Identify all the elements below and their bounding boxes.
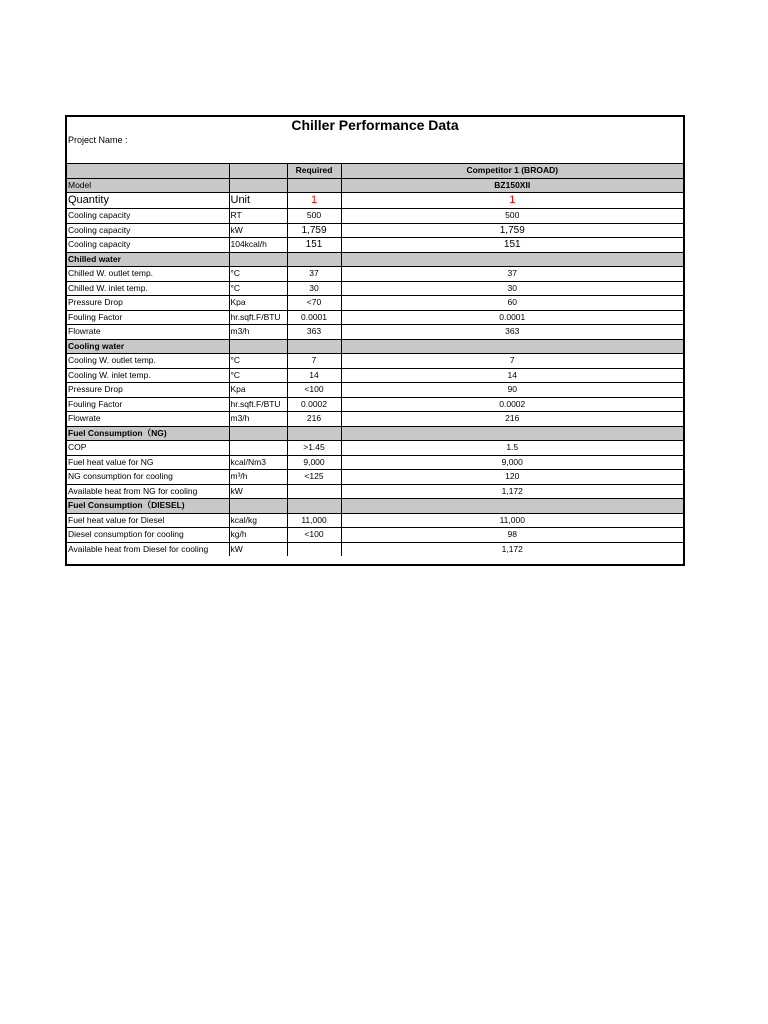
table-row (67, 441, 683, 456)
model-label: Model (67, 178, 229, 193)
row-unit: hr.sqft.F/BTU (229, 310, 287, 325)
row-label: Available heat from Diesel for cooling (67, 542, 229, 556)
row-unit: m3/h (229, 325, 287, 340)
row-required: <100 (287, 383, 341, 398)
section-chilled-water (67, 252, 683, 267)
section-label: Chilled water (67, 252, 229, 267)
row-competitor: 500 (341, 209, 683, 224)
table-row (67, 354, 683, 369)
row-unit: 104kcal/h (229, 238, 287, 253)
table-row (67, 513, 683, 528)
row-unit (229, 441, 287, 456)
header-blank (67, 164, 229, 179)
row-required: 151 (287, 238, 341, 253)
quantity-unit: Unit (229, 193, 287, 209)
row-label: Available heat from NG for cooling (67, 484, 229, 499)
table-row (67, 455, 683, 470)
section-label: Fuel Consumption（NG) (67, 426, 229, 441)
row-label: NG consumption for cooling (67, 470, 229, 485)
row-required: 216 (287, 412, 341, 427)
row-label: Cooling capacity (67, 223, 229, 238)
row-unit: kg/h (229, 528, 287, 543)
table-row (67, 296, 683, 311)
performance-sheet (65, 115, 685, 566)
quantity-required: 1 (287, 193, 341, 209)
section-label: Fuel Consumption（DIESEL) (67, 499, 229, 514)
row-competitor: 363 (341, 325, 683, 340)
row-unit: kcal/kg (229, 513, 287, 528)
model-unit (229, 178, 287, 193)
row-label: Flowrate (67, 412, 229, 427)
row-unit: kW (229, 484, 287, 499)
row-required: 0.0001 (287, 310, 341, 325)
row-required: <125 (287, 470, 341, 485)
row-unit: kcal/Nm3 (229, 455, 287, 470)
row-label: Cooling W. inlet temp. (67, 368, 229, 383)
row-competitor: 90 (341, 383, 683, 398)
section-blank (341, 499, 683, 514)
row-required: 30 (287, 281, 341, 296)
row-label: Flowrate (67, 325, 229, 340)
row-competitor: 11,000 (341, 513, 683, 528)
row-label: COP (67, 441, 229, 456)
row-label: Fouling Factor (67, 397, 229, 412)
table-row (67, 412, 683, 427)
table-row (67, 325, 683, 340)
table-row (67, 383, 683, 398)
table-row (67, 267, 683, 282)
row-required: 14 (287, 368, 341, 383)
quantity-competitor: 1 (341, 193, 683, 209)
row-required: >1.45 (287, 441, 341, 456)
row-required: 1,759 (287, 223, 341, 238)
row-label: Cooling capacity (67, 238, 229, 253)
table-row (67, 528, 683, 543)
table-row (67, 470, 683, 485)
section-blank (287, 339, 341, 354)
row-competitor: 9,000 (341, 455, 683, 470)
row-unit: Kpa (229, 296, 287, 311)
row-unit: °C (229, 354, 287, 369)
quantity-row (67, 193, 683, 209)
row-unit: RT (229, 209, 287, 224)
row-required: 7 (287, 354, 341, 369)
row-required: 37 (287, 267, 341, 282)
row-required: 11,000 (287, 513, 341, 528)
row-label: Diesel consumption for cooling (67, 528, 229, 543)
section-cooling-water (67, 339, 683, 354)
row-required: 363 (287, 325, 341, 340)
header-unit-blank (229, 164, 287, 179)
row-unit: Kpa (229, 383, 287, 398)
row-competitor: 151 (341, 238, 683, 253)
row-label: Pressure Drop (67, 296, 229, 311)
row-competitor: 0.0001 (341, 310, 683, 325)
row-competitor: 1,172 (341, 542, 683, 556)
row-required: 500 (287, 209, 341, 224)
table-row (67, 484, 683, 499)
header-competitor: Competitor 1 (BROAD) (341, 164, 683, 179)
section-label: Cooling water (67, 339, 229, 354)
row-label: Chilled W. inlet temp. (67, 281, 229, 296)
table-row (67, 238, 683, 253)
row-label: Fuel heat value for Diesel (67, 513, 229, 528)
row-unit: m³/h (229, 470, 287, 485)
row-label: Chilled W. outlet temp. (67, 267, 229, 282)
section-blank (341, 339, 683, 354)
section-blank (229, 339, 287, 354)
table-row (67, 397, 683, 412)
section-blank (229, 499, 287, 514)
row-required: 9,000 (287, 455, 341, 470)
row-competitor: 37 (341, 267, 683, 282)
table-row (67, 209, 683, 224)
project-name-label: Project Name : (68, 135, 128, 145)
row-competitor: 0.0002 (341, 397, 683, 412)
section-blank (229, 252, 287, 267)
row-unit: kW (229, 223, 287, 238)
row-label: Fuel heat value for NG (67, 455, 229, 470)
row-unit: °C (229, 281, 287, 296)
model-required (287, 178, 341, 193)
section-blank (287, 252, 341, 267)
title-block (67, 117, 683, 163)
model-row (67, 178, 683, 193)
table-row (67, 368, 683, 383)
section-blank (341, 252, 683, 267)
section-fuel-diesel (67, 499, 683, 514)
row-competitor: 1,172 (341, 484, 683, 499)
row-unit: °C (229, 267, 287, 282)
row-label: Cooling W. outlet temp. (67, 354, 229, 369)
row-label: Fouling Factor (67, 310, 229, 325)
header-required: Required (287, 164, 341, 179)
row-competitor: 1.5 (341, 441, 683, 456)
model-competitor: BZ150XII (341, 178, 683, 193)
row-competitor: 60 (341, 296, 683, 311)
bottom-spacer (67, 556, 683, 564)
section-blank (341, 426, 683, 441)
performance-table (67, 163, 683, 556)
row-required: 0.0002 (287, 397, 341, 412)
row-competitor: 120 (341, 470, 683, 485)
row-competitor: 7 (341, 354, 683, 369)
row-unit: m3/h (229, 412, 287, 427)
row-label: Cooling capacity (67, 209, 229, 224)
row-required: <100 (287, 528, 341, 543)
row-unit: °C (229, 368, 287, 383)
row-unit: hr.sqft.F/BTU (229, 397, 287, 412)
row-competitor: 216 (341, 412, 683, 427)
row-competitor: 14 (341, 368, 683, 383)
row-competitor: 1,759 (341, 223, 683, 238)
row-competitor: 98 (341, 528, 683, 543)
row-required: <70 (287, 296, 341, 311)
row-label: Pressure Drop (67, 383, 229, 398)
row-unit: kW (229, 542, 287, 556)
section-blank (229, 426, 287, 441)
section-blank (287, 499, 341, 514)
row-competitor: 30 (341, 281, 683, 296)
table-row (67, 281, 683, 296)
row-required (287, 484, 341, 499)
table-row (67, 223, 683, 238)
header-row (67, 164, 683, 179)
section-fuel-ng (67, 426, 683, 441)
row-required (287, 542, 341, 556)
page-title: Chiller Performance Data (291, 117, 459, 133)
table-row (67, 542, 683, 556)
table-row (67, 310, 683, 325)
quantity-label: Quantity (67, 193, 229, 209)
section-blank (287, 426, 341, 441)
